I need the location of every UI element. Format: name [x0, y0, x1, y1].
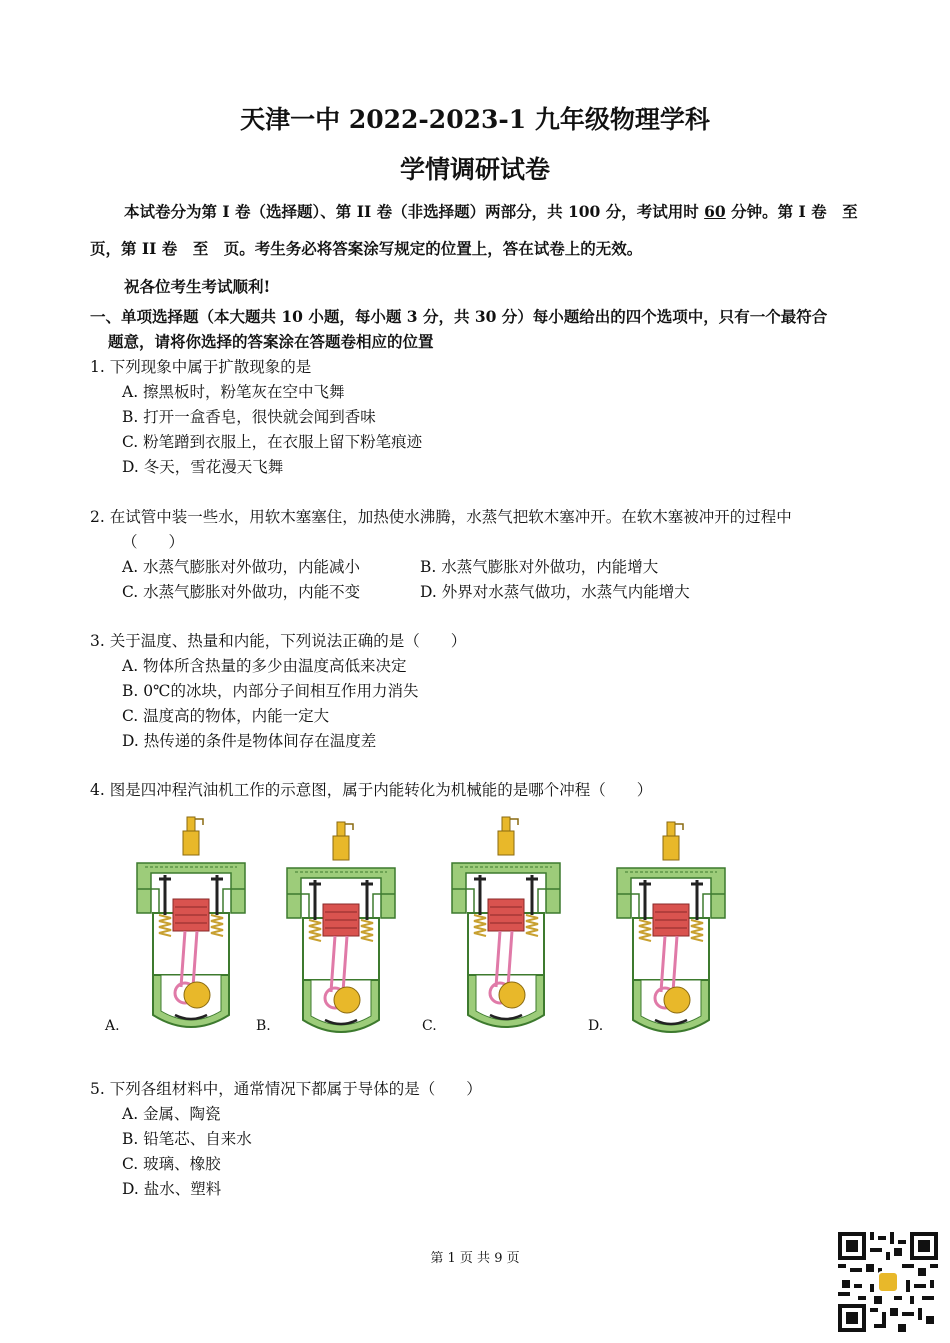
- wish-text: 祝各位考生考试顺利!: [124, 277, 271, 296]
- question-3-option-c: C. 温度高的物体，内能一定大: [122, 707, 330, 725]
- question-5-option-d: D. 盐水、塑料: [122, 1180, 222, 1198]
- page-number: 第 1 页 共 9 页: [430, 1251, 520, 1266]
- question-1-option-d: D. 冬天，雪花漫天飞舞: [122, 458, 284, 476]
- question-4-stem: 4. 图是四冲程汽油机工作的示意图，属于内能转化为机械能的是哪个冲程（ ）: [90, 781, 653, 799]
- question-5-option-b: B. 铅笔芯、自来水: [122, 1130, 252, 1148]
- engine-a-icon: [137, 817, 245, 1027]
- section-heading-line-1: 一、单项选择题（本大题共 10 小题，每小题 3 分，共 30 分）每小题给出的四个选项中，只有一个最符合: [90, 307, 828, 326]
- question-5-option-a: A. 金属、陶瓷: [122, 1105, 221, 1123]
- section-heading-line-2: 题意，请将你选择的答案涂在答题卷相应的位置: [108, 332, 434, 351]
- question-2-option-b: B. 水蒸气膨胀对外做功，内能增大: [420, 558, 659, 576]
- question-3-option-b: B. 0℃的冰块，内部分子间相互作用力消失: [122, 682, 419, 700]
- exam-subtitle: 学情调研试卷: [399, 155, 550, 184]
- intro-text: 本试卷分为第 I 卷（选择题）、第 II 卷（非选择题）两部分，共 100 分，考试用时: [124, 202, 705, 221]
- question-2-option-d: D. 外界对水蒸气做功，水蒸气内能增大: [420, 583, 690, 601]
- duration-value: 60: [704, 202, 726, 221]
- figure-label-c: C.: [422, 1018, 437, 1034]
- question-3-option-d: D. 热传递的条件是物体间存在温度差: [122, 732, 377, 750]
- question-5-stem: 5. 下列各组材料中，通常情况下都属于导体的是（ ）: [90, 1080, 482, 1098]
- question-2-stem-cont: （ ）: [122, 533, 185, 551]
- figure-label-b: B.: [256, 1018, 271, 1034]
- figure-label-d: D.: [588, 1018, 604, 1034]
- question-1-stem: 1. 下列现象中属于扩散现象的是: [90, 358, 312, 376]
- question-1-option-a: A. 擦黑板时，粉笔灰在空中飞舞: [122, 383, 345, 401]
- question-2-stem: 2. 在试管中装一些水，用软木塞塞住，加热使水沸腾，水蒸气把软木塞冲开。在软木塞被冲开的过程中: [90, 508, 792, 526]
- question-5-option-c: C. 玻璃、橡胶: [122, 1155, 221, 1173]
- question-1-option-b: B. 打开一盒香皂，很快就会闻到香味: [122, 408, 376, 426]
- engine-d-icon: [617, 822, 725, 1032]
- question-3-option-a: A. 物体所含热量的多少由温度高低来决定: [122, 657, 407, 675]
- exam-title: 天津一中 2022-2023-1 九年级物理学科: [240, 105, 710, 134]
- question-3-stem: 3. 关于温度、热量和内能，下列说法正确的是（ ）: [90, 632, 467, 650]
- question-2-option-a: A. 水蒸气膨胀对外做功，内能减小: [122, 558, 361, 576]
- question-2-option-c: C. 水蒸气膨胀对外做功，内能不变: [122, 583, 361, 601]
- question-1-option-c: C. 粉笔蹭到衣服上，在衣服上留下粉笔痕迹: [122, 433, 423, 451]
- intro-line-2: 页，第 II 卷 至 页。考生务必将答案涂写规定的位置上，答在试卷上的无效。: [90, 239, 643, 258]
- figure-label-a: A.: [105, 1018, 120, 1034]
- intro-text-cont: 分钟。第 I 卷 至: [725, 202, 858, 221]
- engine-strokes-figure: [100, 815, 760, 1040]
- qr-code-icon[interactable]: [838, 1232, 938, 1332]
- engine-c-icon: [452, 817, 560, 1027]
- intro-line-1: [124, 200, 858, 222]
- engine-b-icon: [287, 822, 395, 1032]
